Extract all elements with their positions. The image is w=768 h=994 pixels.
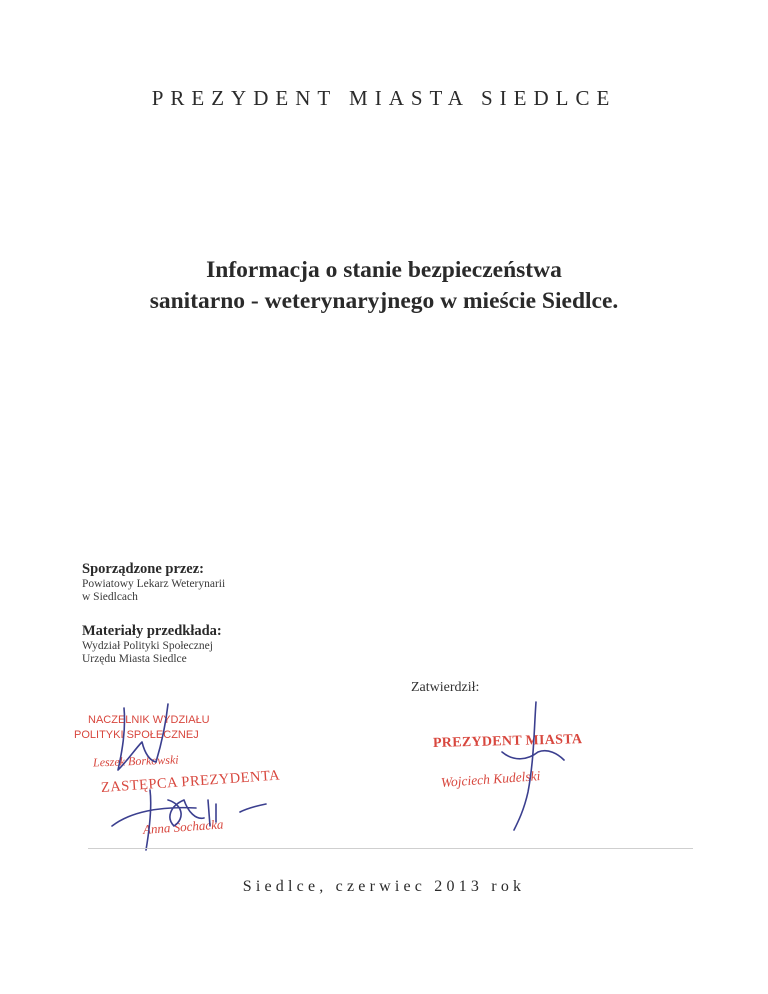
deputy-name-stamp: Anna Sochacka	[142, 816, 224, 837]
document-title-line-2: sanitarno - weterynaryjnego w mieście Siedlce.	[149, 288, 619, 314]
president-name-stamp: Wojciech Kudelski	[440, 768, 541, 790]
issuing-authority: PREZYDENT MIASTA SIEDLCE	[151, 86, 617, 110]
divider-line	[88, 848, 693, 849]
place-and-date: Siedlce, czerwiec 2013 rok	[242, 878, 526, 895]
department-head-name-stamp: Leszek Borkowski	[92, 752, 179, 770]
department-head-stamp-line-1: NACZELNIK WYDZIAŁU	[88, 714, 210, 726]
department-head-signature	[118, 704, 168, 770]
prepared-by-line-2: w Siedlcach	[82, 591, 138, 603]
prepared-by-label: Sporządzone przez:	[82, 561, 205, 577]
deputy-president-stamp: ZASTĘPCA PREZYDENTA	[100, 767, 281, 796]
document-title-line-1: Informacja o stanie bezpieczeństwa	[206, 257, 562, 283]
submitted-by-label: Materiały przedkłada:	[82, 623, 222, 639]
prepared-by-line-1: Powiatowy Lekarz Weterynarii	[82, 578, 226, 590]
approved-by-label: Zatwierdził:	[411, 680, 480, 695]
submitted-by-line-2: Urzędu Miasta Siedlce	[82, 653, 187, 665]
department-head-stamp-line-2: POLITYKI SPOŁECZNEJ	[74, 729, 199, 741]
president-stamp: PREZYDENT MIASTA	[432, 732, 583, 751]
deputy-signature	[112, 790, 266, 850]
submitted-by-line-1: Wydział Polityki Społecznej	[82, 640, 213, 652]
president-signature	[502, 702, 564, 830]
